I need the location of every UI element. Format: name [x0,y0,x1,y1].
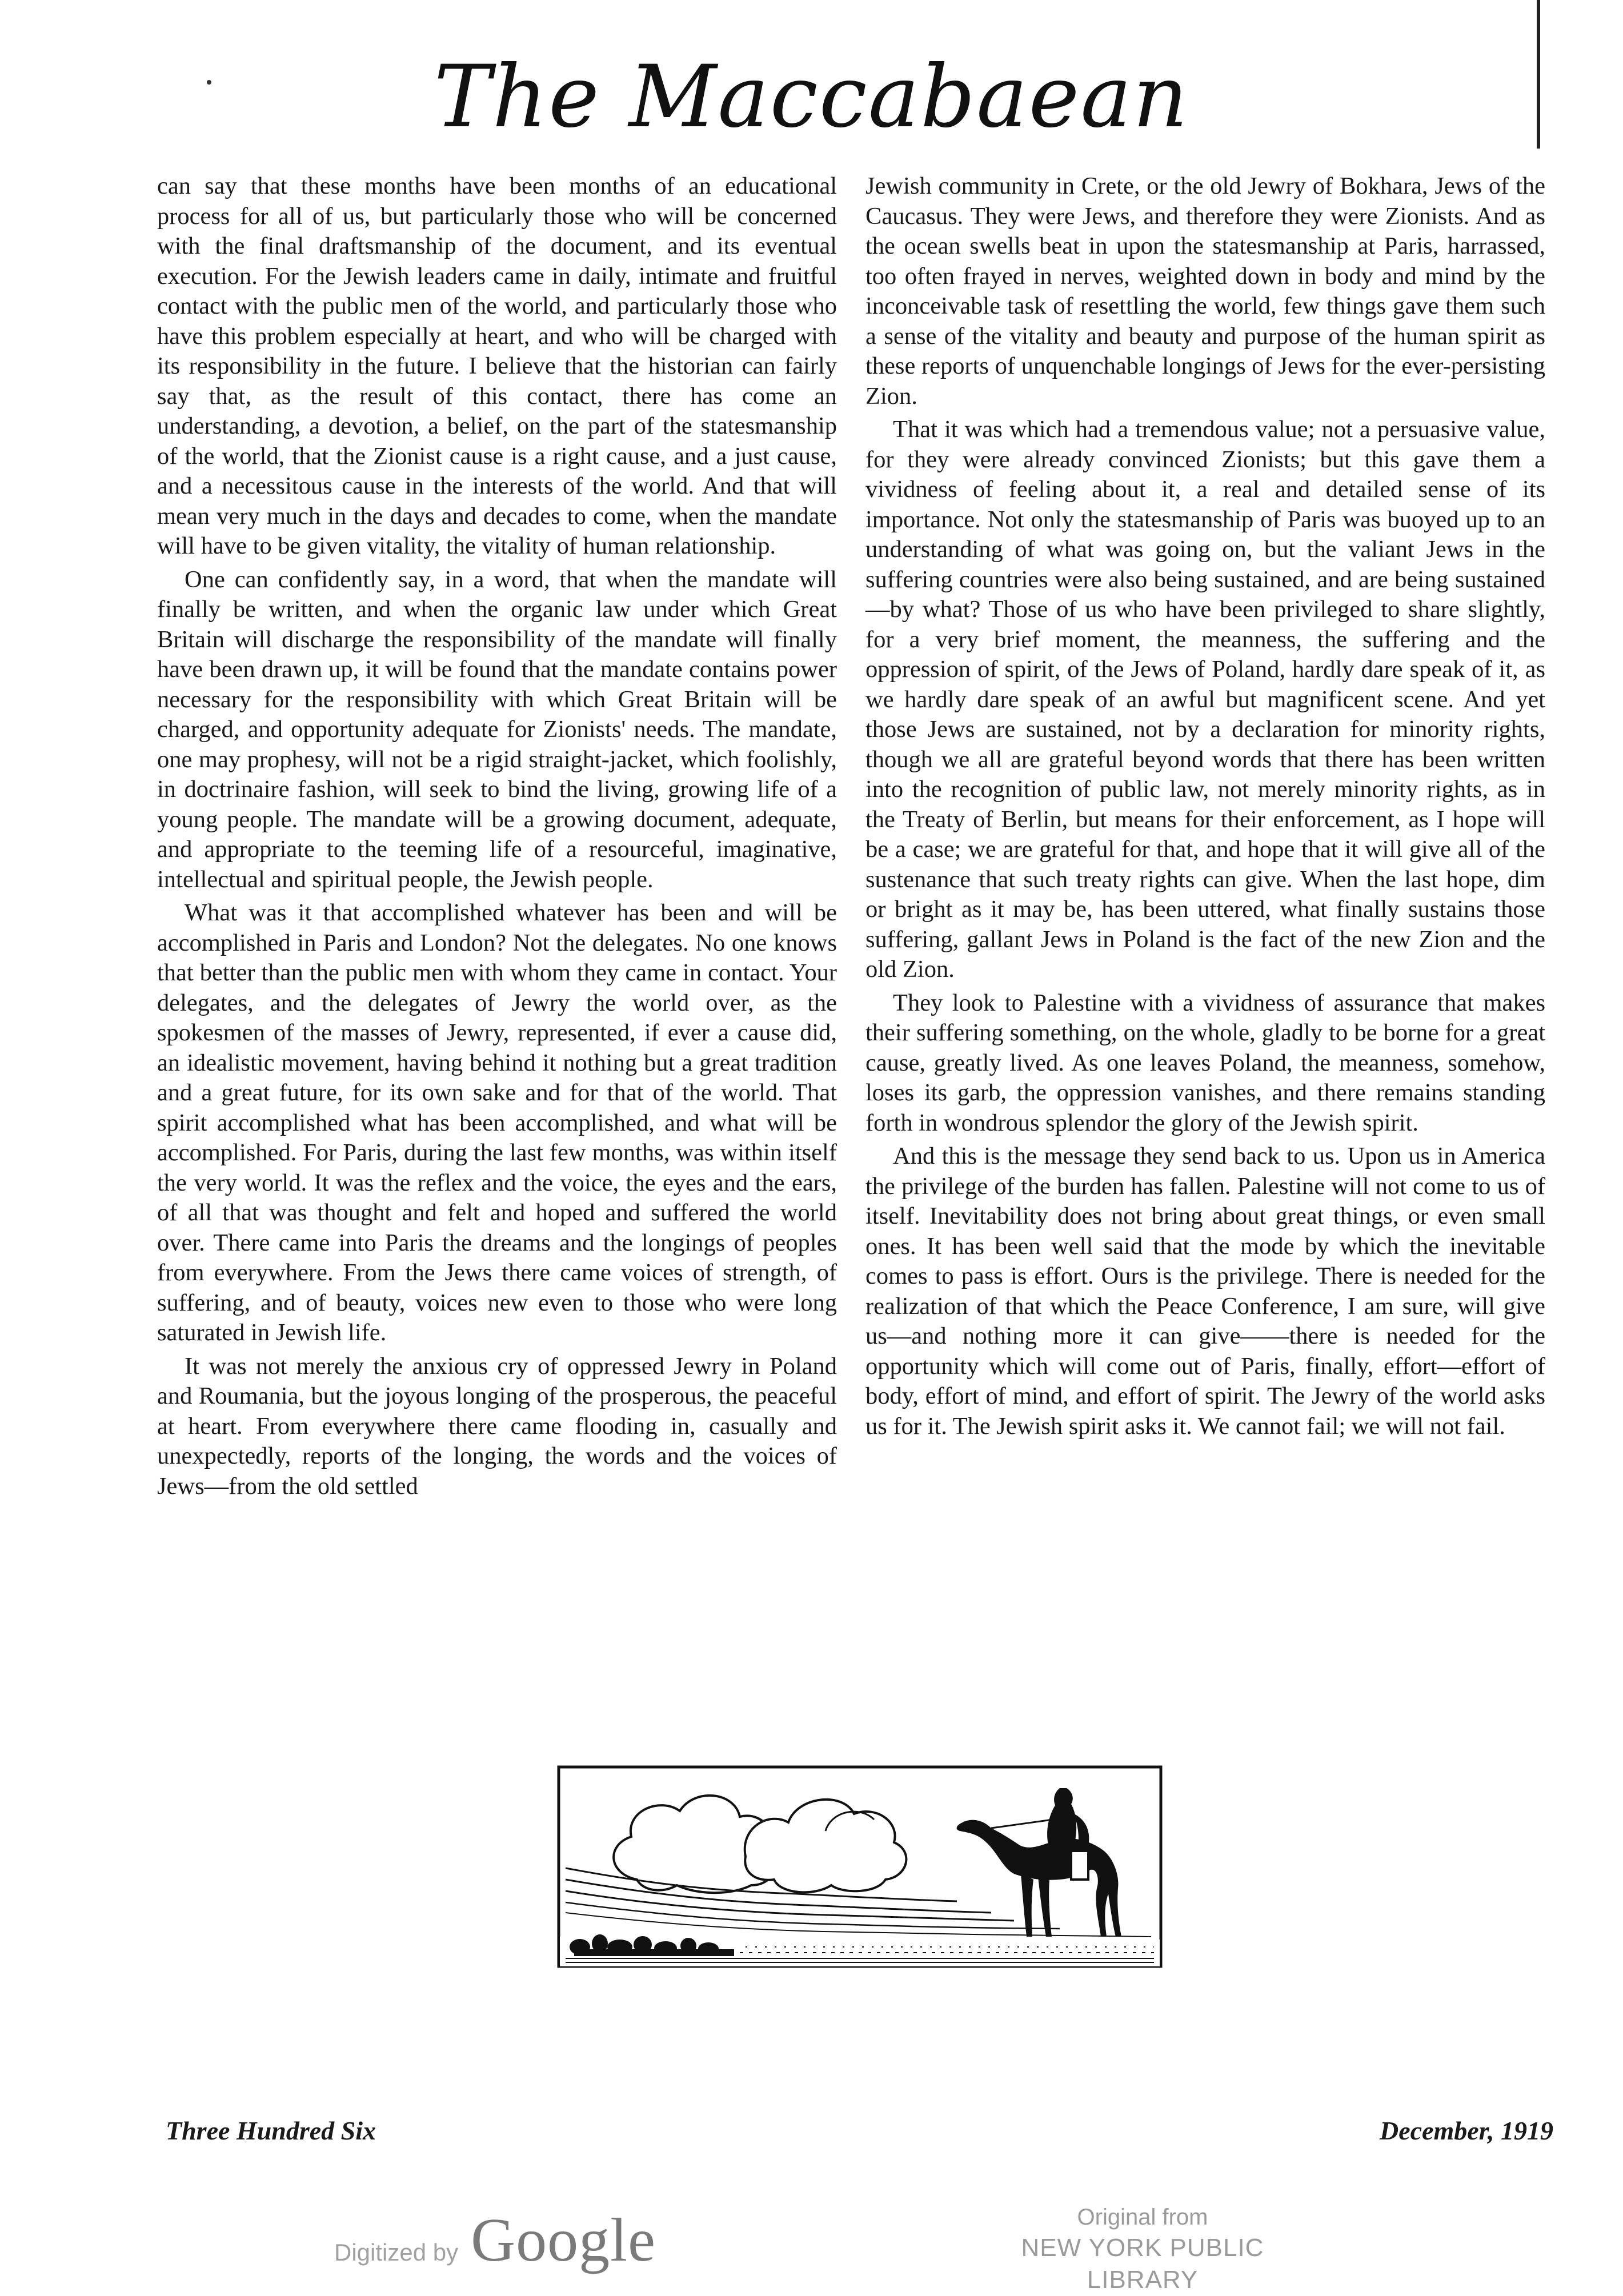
right-paragraph-2: That it was which had a tremendous value; not a persuasive value, for they were already convinced Zionists; but this gave them a vividness of feeling about it, a real and detailed sense of its importance. Not only the statesmanship of Paris was buoyed up to an understanding of what was going on, but the valiant Jews in the suffering countries were also being sustained, and are being sustained—by what? Those of us who have been privileged to share slightly, for a very brief moment, the meanness, the suffering and the oppression of spirit, of the Jews of Poland, hardly dare speak of it, as we hardly dare speak of an awful but magnificent scene. And yet those Jews are sustained, not by a declaration for minority rights, though we all are grateful beyond words that there has been written into the recognition of public law, not merely minority rights, as in the Treaty of Berlin, but means for their enforcement, as I hope will be a case; we are grateful for that, and hope that it will give all of the sustenance that such treaty rights can give. When the last hope, dim or bright as it may be, has been uttered, what finally sustains those suffering, gallant Jews in Poland is the fact of the new Zion and the old Zion. [865,416,1545,983]
camel-rider-illustration [557,1765,1163,1968]
left-paragraph-4: It was not merely the anxious cry of oppressed Jewry in Poland and Roumania, but the joyous longing of the prosperous, the peaceful at heart. From everywhere there came flooding in, casually and unexpectedly, reports of the longing, the words and the voices of Jews—from the old settled [157,1352,837,1500]
right-paragraph-4: And this is the message they send back to us. Upon us in America the privilege of the burden has fallen. Palestine will not come to us of itself. Inevitability does not bring about great things, or even small ones. It has been well said that the mode by which the inevitable comes to pass is effort. Ours is the privilege. There is needed for the realization of that which the Peace Conference, I am sure, will give us—and nothing more it can give——there is needed for the opportunity which will come out of Paris, finally, effort—effort of body, effort of mind, and effort of spirit. The Jewry of the world asks us for it. The Jewish spirit asks it. We cannot fail; we will not fail. [865,1143,1545,1440]
google-logo: Google [471,2206,656,2274]
right-column [865,171,1545,1441]
left-paragraph-2: One can confidently say, in a word, that when the mandate will finally be written, and when the organic law under which Great Britain will discharge the responsibility of the mandate will finally have been drawn up, it will be found that the mandate contains power necessary for the responsibility with which Great Britain will be charged, and opportunity adequate for Zionists' needs. The mandate, one may prophesy, will not be a rigid straight-jacket, which foolishly, in doctrinaire fashion, will seek to bind the living, growing life of a young people. The mandate will be a growing document, adequate, and appropriate to the teeming life of a resourceful, imaginative, intellectual and spiritual people, the Jewish people. [157,566,837,893]
left-paragraph-3: What was it that accomplished whatever has been and will be accomplished in Paris and London? Not the delegates. No one knows that better than the public men with whom they came in contact. Your delegates, and the delegates of Jewry the world over, as the spokesmen of the masses of Jewry, represented, if ever a cause did, an idealistic movement, having behind it nothing but a great tradition and a great future, for its own sake and for that of the world. That spirit accomplished what has been accomplished, and what will be accomplished. For Paris, during the last few months, was within itself the very world. It was the reflex and the voice, the eyes and the ears, of all that was thought and felt and hoped and suffered the world over. There came into Paris the dreams and the longings of peoples from everywhere. From the Jews there came voices of strength, of suffering, and of beauty, voices new even to those who were long saturated in Jewish life. [157,899,837,1346]
page-number-label: Three Hundred Six [166,2116,376,2145]
issue-date: December, 1919 [1379,2116,1553,2145]
masthead-title: The Maccabaean [434,47,1189,147]
right-paragraph-1: Jewish community in Crete, or the old Jewry of Bokhara, Jews of the Caucasus. They were Jews, and therefore they were Zionists. And as the ocean swells beat in upon the statesmanship at Paris, harrassed, too often frayed in nerves, weighted down in body and mind by the inconceivable task of resettling the world, few things gave them such a sense of the vitality and beauty and purpose of the human spirit as these reports of unquenchable longings of Jews for the ever-persisting Zion. [865,173,1545,410]
library-name: NEW YORK PUBLIC LIBRARY [1021,2234,1264,2294]
left-column [157,171,837,1501]
left-paragraph-1: can say that these months have been months of an educational process for all of us, but particularly those who will be concerned with the final draftsmanship of the document, and its eventual execution. For the Jewish leaders came in daily, intimate and fruitful contact with the public men of the world, and particularly those who have this problem especially at heart, and who will be charged with its responsibility in the future. I believe that the historian can fairly say that, as the result of this contact, there has come an understanding, a devotion, a belief, on the part of the statesmanship of the world, that the Zionist cause is a right cause, and a just cause, and a necessitous cause in the interests of the world. And that will mean very much in the days and decades to come, when the mandate will have to be given vitality, the vitality of human relationship. [157,173,837,559]
google-watermark [334,2205,656,2276]
library-watermark [971,2202,1314,2296]
right-paragraph-3: They look to Palestine with a vividness of assurance that makes their suffering something, on the whole, gladly to be borne for a great cause, greatly lived. As one leaves Poland, the meanness, somehow, loses its garb, the oppression vanishes, and there remains standing forth in wondrous splendor the glory of the Jewish spirit. [865,989,1545,1136]
digitized-by-label: Digitized by [334,2239,459,2266]
original-from-label: Original from [1077,2205,1208,2230]
